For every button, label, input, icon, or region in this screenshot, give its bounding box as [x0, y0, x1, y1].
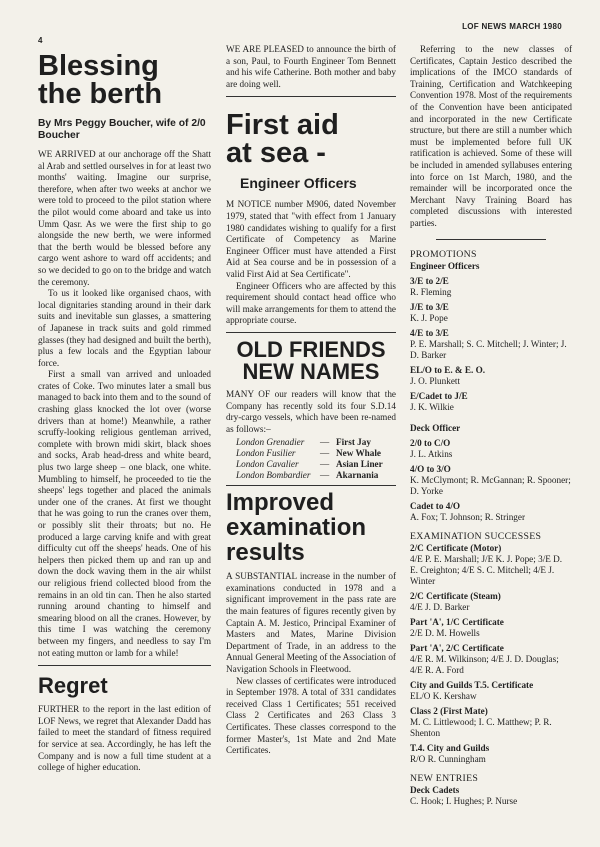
blessing-byline: By Mrs Peggy Boucher, wife of 2/0 Boucher [38, 118, 206, 141]
improved-title-line-1: Improved [226, 489, 335, 517]
old-ship-name: London Bombardier [236, 470, 311, 481]
exam-names: EL/O K. Kershaw [410, 690, 477, 701]
engineer-officers-title: Engineer Officers [410, 260, 480, 271]
promotion-names: P. E. Marshall; S. C. Mitchell; J. Winter; J. D. Barker [410, 338, 567, 360]
exam-heading: 2/C Certificate (Motor) [410, 542, 502, 553]
promotion-heading: E/Cadet to J/E [410, 390, 468, 401]
promotion-heading: 4/O to 3/O [410, 463, 451, 474]
section-divider [226, 96, 396, 97]
exam-names: 4/E J. D. Barker [410, 601, 470, 612]
exam-successes-title: EXAMINATION SUCCESSES [410, 530, 542, 542]
blessing-title-line-1: Blessing [38, 50, 159, 82]
section-divider [38, 665, 211, 666]
promotion-heading: EL/O to E. & E. O. [410, 364, 486, 375]
pleased-text: WE ARE PLEASED to announce the birth of a son, Paul, to Fourth Engineer Tom Bennett and his wife Catherine. Both mother and baby are doing well. [226, 44, 396, 89]
old-friends-title-line-1: OLD FRIENDS [236, 336, 386, 362]
rename-row: London Bombardier — Akarnania [236, 470, 385, 481]
promotion-names: R. Fleming [410, 286, 452, 297]
new-ship-name: Asian Liner [336, 459, 383, 470]
exam-names: 4/E P. E. Marshall; J/E K. J. Pope; 3/E D. E. Creighton; 4/E S. C. Mitchell; 4/E J. Winter [410, 553, 563, 586]
improved-paragraph: A SUBSTANTIAL increase in the number of examinations conducted in 1978 and a significant improvement in the pass rate are the main features of figures recently given by Captain A. M. Jestico, Principal Examiner of Masters and Mates, Marine Division Department of Trade, in an address to the Annual General Meeting of the Association of Navigation Schools in Fleetwood. [226, 571, 396, 675]
promotion-heading: 4/E to 3/E [410, 327, 449, 338]
promotion-names: A. Fox; T. Johnson; R. Stringer [410, 511, 526, 522]
exam-names: M. C. Littlewood; I. C. Matthew; P. R. Shenton [410, 716, 552, 738]
improved-paragraph: Referring to the new classes of Certificates, Captain Jestico described the implications of the IMCO standards of Training, Certification and Watchkeeping Convention 1978. Most of the requirements of the Convention have been anticipated and incorporated in the new Certificate structure, but there are still a number which must be implemented before full UK ratification is achieved. Some of these will be included in amended syllabuses entering into force on 1st March, 1980, and the remainder will be incorporated once the Merchant Navy Training Board has completed discussions with interested parties. [410, 44, 572, 228]
improved-title [226, 490, 396, 565]
first-aid-title-line-1: First aid [226, 109, 339, 142]
promotion-names: K. McClymont; R. McGannan; R. Spooner; D. Yorke [410, 474, 571, 496]
exam-heading: Part 'A', 2/C Certificate [410, 642, 504, 653]
deck-cadets-title: Deck Cadets [410, 784, 460, 795]
first-aid-paragraph: M NOTICE number M906, dated November 1979, stated that "with effect from 1 January 1980 candidates wishing to qualify for a first Certificate of Competency as Marine Engineer Officer must have attended a First Aid at Sea course and be in possession of a valid First Aid at Sea Certificate". [226, 199, 396, 279]
first-aid-title [226, 109, 396, 170]
improved-title-line-2: examination [226, 514, 367, 542]
old-friends-intro: MANY OF our readers will know that the Company has recently sold its four S.D.14 dry-cargo vessels, which have been re-named as follows:– [226, 388, 396, 434]
promotion-names: J. L. Atkins [410, 448, 453, 459]
rename-row: London Grenadier — First Jay [236, 437, 385, 448]
exam-heading: Part 'A', 1/C Certificate [410, 616, 504, 627]
promotion-names: J. O. Plunkett [410, 375, 461, 386]
old-friends-title [226, 336, 396, 384]
promotion-heading: Cadet to 4/O [410, 500, 461, 511]
new-ship-name: New Whale [336, 448, 381, 459]
new-entries-title: NEW ENTRIES [410, 772, 479, 784]
rename-table [236, 437, 385, 481]
blessing-paragraph: WE ARRIVED at our anchorage off the Shatt al Arab and settled ourselves in for at least two months' waiting. Imagine our surprise, therefore, when after two weeks at anchor we were told to proceed to the pilot station where the pilot would come aboard and take us into Umm Qasr. As we were the first ship to go alongside the new berth, we were informed that the berth would be blessed before any cargo went ashore to ward off accidents; and so we decided to go on to the bridge and watch the ceremony. [38, 149, 211, 287]
first-aid-paragraph: Engineer Officers who are affected by this requirement should contact head office who will make arrangements for them to attend the appropriate course. [226, 280, 396, 326]
rename-row: London Fusilier — New Whale [236, 448, 385, 459]
new-ship-name: Akarnania [336, 470, 379, 481]
exam-heading: 2/C Certificate (Steam) [410, 590, 501, 601]
page-header: LOF NEWS MARCH 1980 [462, 22, 562, 31]
old-ship-name: London Grenadier [236, 437, 305, 448]
first-aid-subtitle: Engineer Officers [240, 175, 357, 192]
blessing-title [38, 52, 211, 108]
deck-officer-title: Deck Officer [410, 422, 461, 433]
section-divider [226, 332, 396, 333]
improved-paragraph: New classes of certificates were introduced in September 1978. A total of 331 candidates received Class 1 Certificates; 551 received Class 2 Certificates and 263 Class 3 Certificates. These classes correspond to the former Master's, 1st Mate and 2nd Mate Certificates. [226, 675, 396, 756]
regret-text: FURTHER to the report in the last edition of LOF News, we regret that Alexander Dadd has failed to meet the standard of fitness required for service at sea. Accordingly, he has left the Company and is now a full time student at a college of higher education. [38, 704, 211, 773]
first-aid-title-line-2: at sea - [226, 137, 326, 170]
old-ship-name: London Fusilier [236, 448, 296, 459]
exam-heading: City and Guilds T.5. Certificate [410, 679, 534, 690]
promotions-title: PROMOTIONS [410, 248, 477, 260]
page-number: 4 [38, 36, 43, 45]
exam-names: 2/E D. M. Howells [410, 627, 480, 638]
promotion-names: J. K. Wilkie [410, 401, 454, 412]
promotion-names: K. J. Pope [410, 312, 448, 323]
regret-title: Regret [38, 673, 108, 699]
blessing-paragraph: First a small van arrived and unloaded crates of Coke. Two minutes later a small bus managed to back into them and to the sound of crashing glass knocked the lot over (worse drivers than at home!) Meanwhile, a rather scruffy-looking religious gentleman arrived, complete with brown midi skirt, black shoes and socks, Arab head-dress and white beard, plus two large sheep – one black, one white. Mumbling to himself, he proceeded to tie the sheeps' legs together and placed the animals under one of the cranes. At first we thought that he was going to run the cranes over them, or possibly slit their throats; but no. He produced a large carving knife and with great difficulty cut off the sheeps' heads. One of his helpers then picked them up and ran up and down the dock waving them in the air whilst our religious friend collected blood from the remains in an old tin can. Then he also started running around chanting to himself and smearing blood on all the cranes. However, by this time I was watching the ceremony between my fingers, and needless to say I'm not eating mutton or lamb for a while! [38, 369, 211, 658]
blessing-paragraph: To us it looked like organised chaos, with local dignitaries standing around in their dark suits and inevitable sun glasses, a smattering of Japanese in track suits and gold rimmed glasses (they had designed and built the berth), plus a few locals and the Egyptian labour force. [38, 288, 211, 368]
column-2 [226, 44, 396, 757]
section-divider [436, 239, 546, 240]
exam-names: 4/E R. M. Wilkinson; 4/E J. D. Douglas; 4/E R. A. Ford [410, 653, 559, 675]
exam-names: R/O R. Cunningham [410, 753, 486, 764]
promotion-heading: 3/E to 2/E [410, 275, 449, 286]
deck-cadets-names: C. Hook; I. Hughes; P. Nurse [410, 795, 518, 806]
improved-title-line-3: results [226, 539, 305, 567]
blessing-title-line-2: the berth [38, 78, 163, 110]
rename-row: London Cavalier — Asian Liner [236, 459, 383, 470]
promotion-heading: 2/0 to C/O [410, 437, 451, 448]
promotion-heading: J/E to 3/E [410, 301, 449, 312]
new-ship-name: First Jay [336, 437, 371, 448]
old-friends-title-line-2: NEW NAMES [242, 358, 380, 384]
section-divider [226, 485, 396, 486]
exam-heading: Class 2 (First Mate) [410, 705, 488, 716]
old-ship-name: London Cavalier [236, 459, 299, 470]
column-3 [410, 44, 572, 807]
exam-heading: T.4. City and Guilds [410, 742, 490, 753]
column-1 [38, 44, 211, 774]
